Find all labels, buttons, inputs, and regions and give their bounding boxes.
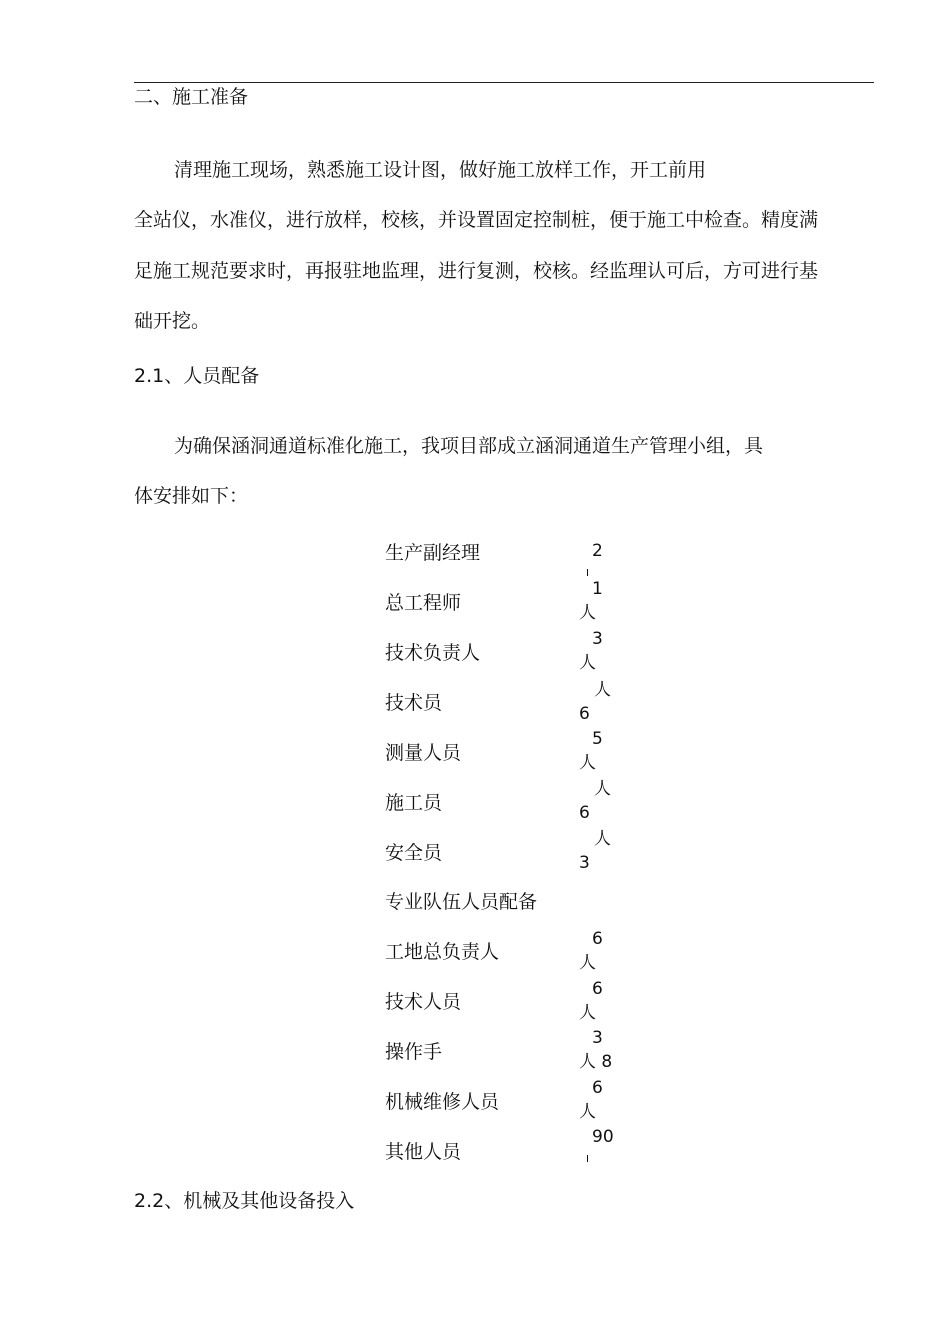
staff-unit: 人 <box>579 1003 596 1023</box>
staff-unit: 人 <box>579 953 596 973</box>
staff-count: 5 <box>592 729 603 749</box>
subsection-heading-equipment: 2.2、机械及其他设备投入 <box>134 1190 355 1212</box>
paragraph-line: 足施工规范要求时，再报驻地监理，进行复测，校核。经监理认可后，方可进行基 <box>134 260 819 282</box>
staff-label: 施工员 <box>385 792 443 814</box>
staff-label: 技术人员 <box>385 991 462 1013</box>
staff-count: 1 <box>592 579 603 599</box>
staff-count: 3 <box>592 1028 603 1048</box>
staff-unit: 人 <box>579 603 596 623</box>
staff-label: 生产副经理 <box>385 542 481 564</box>
cut-off-glyph <box>587 1155 588 1162</box>
staff-label: 工地总负责人 <box>385 941 500 963</box>
staff-count: 6 <box>592 1078 603 1098</box>
subsection-heading-personnel: 2.1、人员配备 <box>134 365 260 387</box>
staff-label: 操作手 <box>385 1041 443 1063</box>
staff-count: 6 <box>592 929 603 949</box>
staff-unit: 人 8 <box>579 1052 613 1072</box>
staff-unit: 人 <box>579 753 596 773</box>
staff-count: 3 <box>592 629 603 649</box>
staff-unit: 人 <box>594 680 611 700</box>
paragraph-line: 体安排如下： <box>134 485 249 507</box>
staff-label: 机械维修人员 <box>385 1091 500 1113</box>
staff-label: 测量人员 <box>385 742 462 764</box>
section-heading: 二、施工准备 <box>134 86 249 108</box>
staff-group-heading: 专业队伍人员配备 <box>385 891 538 913</box>
staff-unit: 人 <box>594 829 611 849</box>
paragraph-line: 全站仪，水准仪，进行放样，校核，并设置固定控制桩，便于施工中检查。精度满 <box>134 209 819 231</box>
staff-count: 2 <box>592 541 603 561</box>
staff-count: 3 <box>579 853 590 873</box>
staff-label: 总工程师 <box>385 592 462 614</box>
staff-unit: 人 <box>594 779 611 799</box>
paragraph-line: 为确保涵洞通道标准化施工，我项目部成立涵洞通道生产管理小组，具 <box>174 435 764 457</box>
staff-unit: 人 <box>579 1102 596 1122</box>
paragraph-line: 础开挖。 <box>134 310 211 332</box>
cut-off-glyph <box>587 569 588 576</box>
staff-count: 6 <box>579 704 590 724</box>
staff-label: 其他人员 <box>385 1141 462 1163</box>
staff-count: 90 <box>592 1127 614 1147</box>
staff-unit: 人 <box>579 653 596 673</box>
staff-count: 6 <box>592 979 603 999</box>
staff-label: 安全员 <box>385 842 443 864</box>
staff-label: 技术负责人 <box>385 642 481 664</box>
paragraph-line: 清理施工现场，熟悉施工设计图，做好施工放样工作，开工前用 <box>174 159 707 181</box>
staff-count: 6 <box>579 803 590 823</box>
staff-label: 技术员 <box>385 692 443 714</box>
header-rule <box>134 82 874 83</box>
